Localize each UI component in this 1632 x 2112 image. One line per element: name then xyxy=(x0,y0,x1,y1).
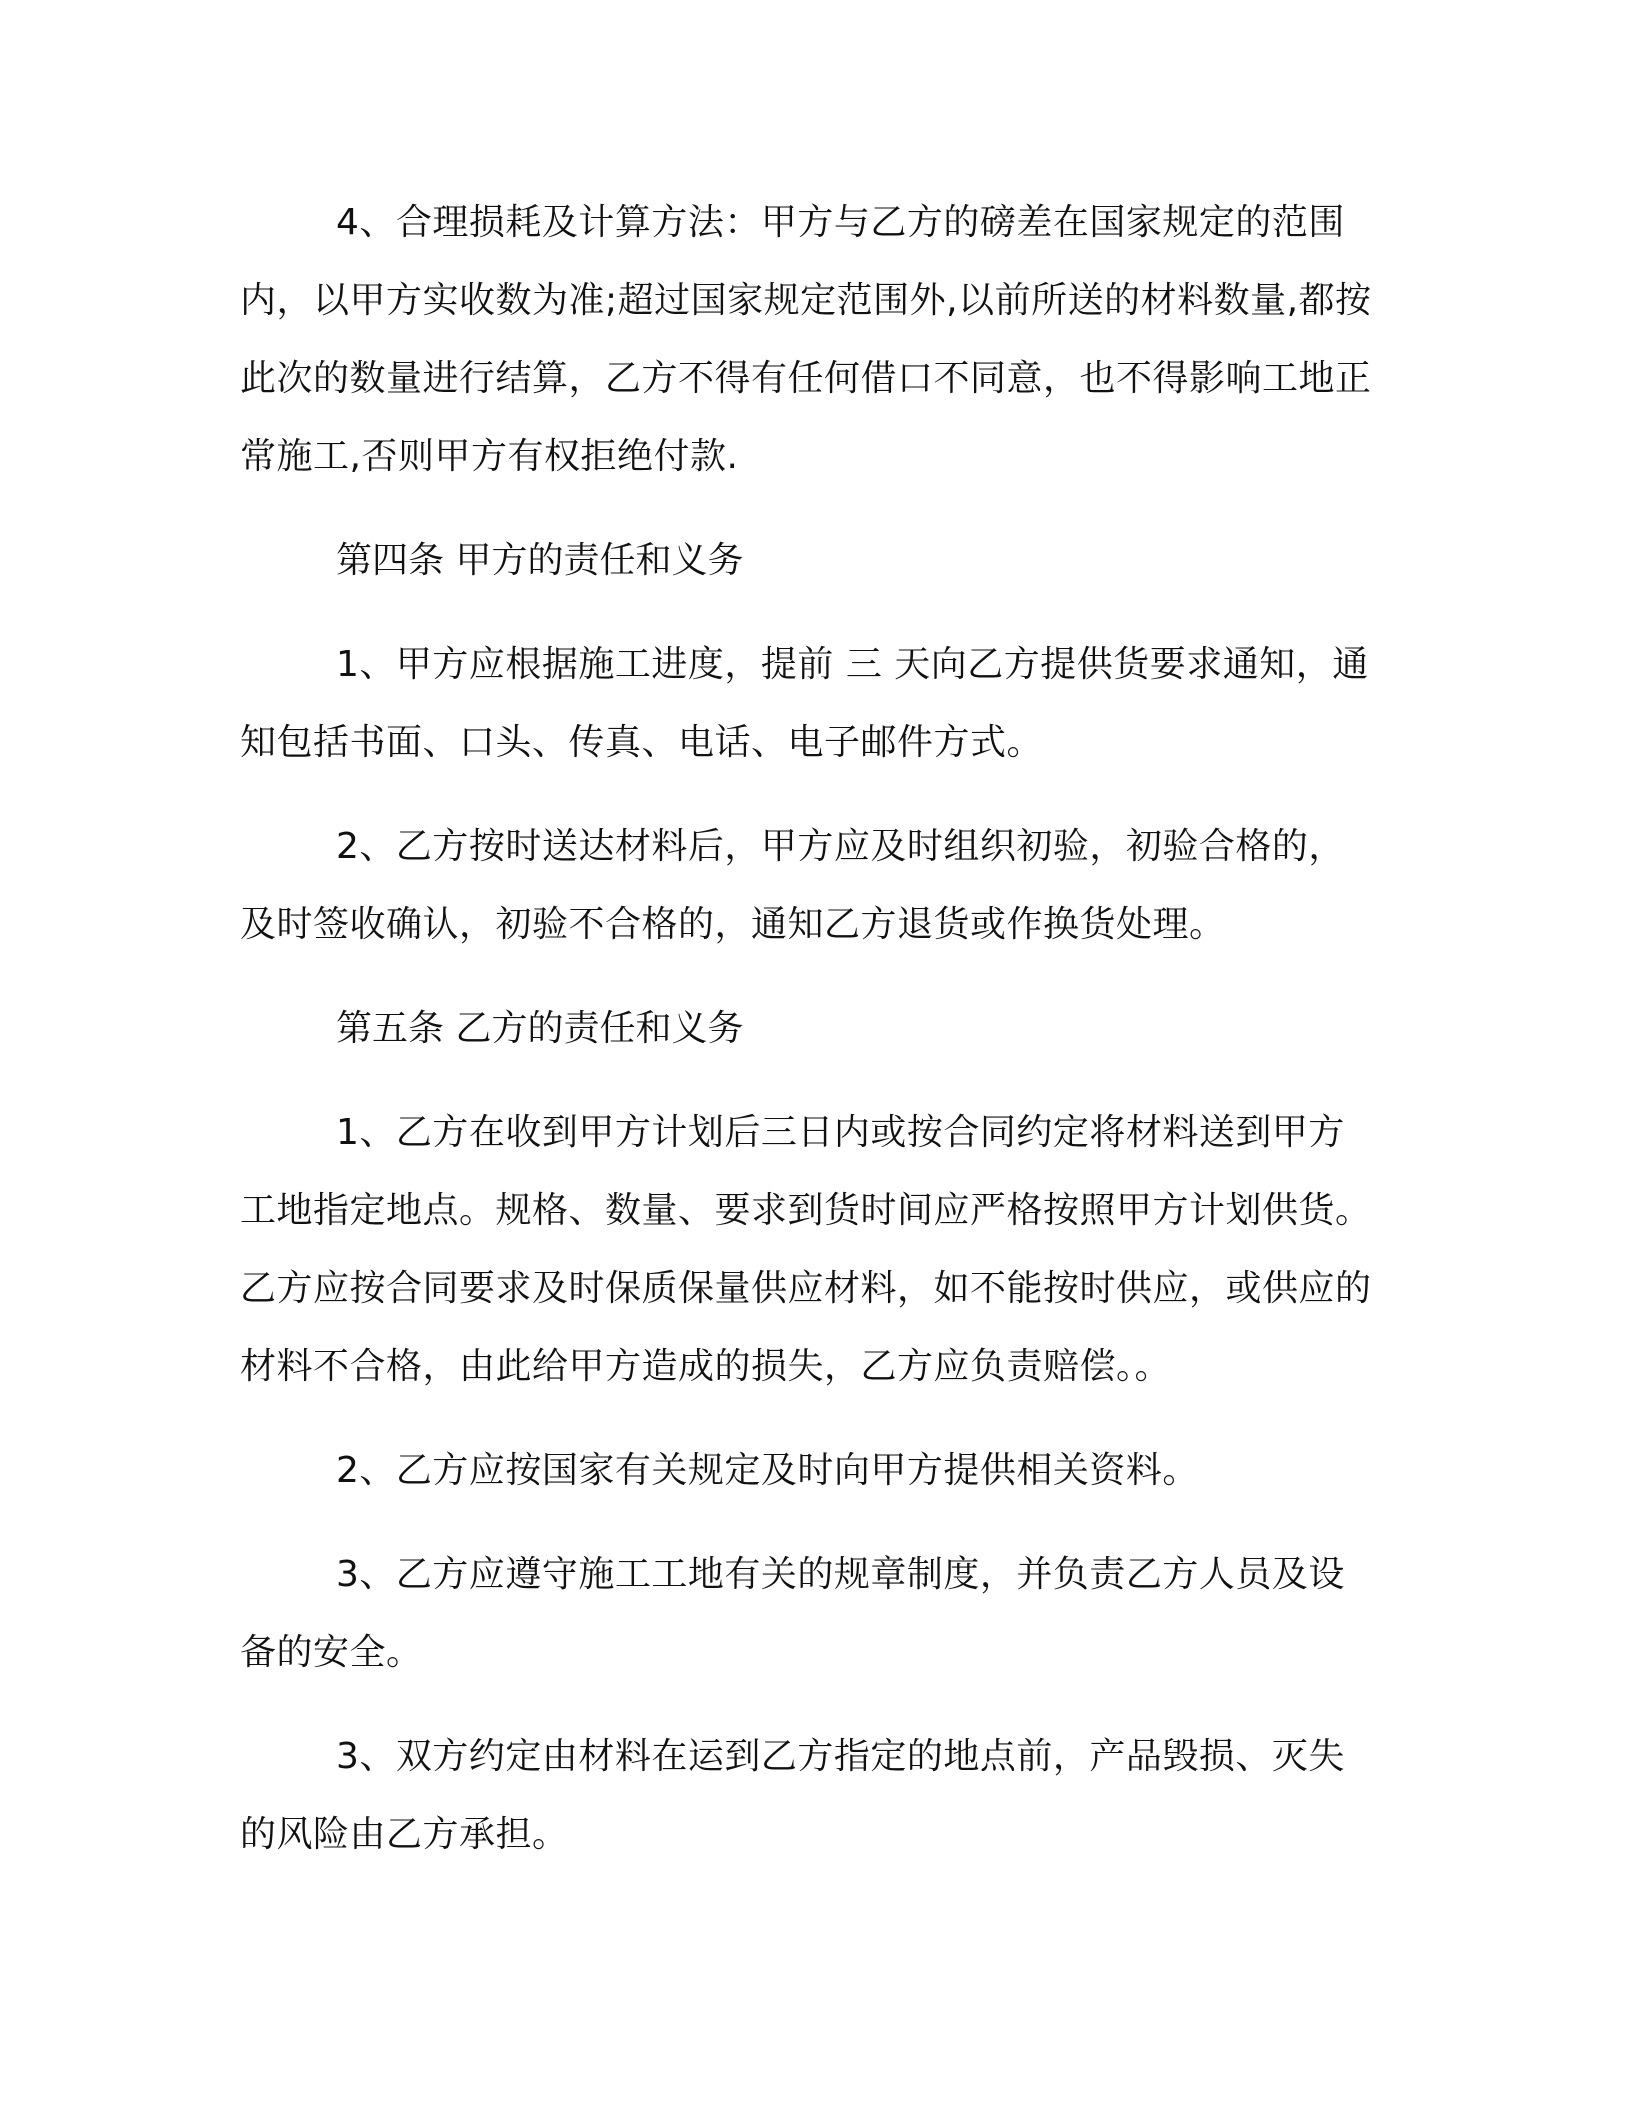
section-heading-article-5: 第五条 乙方的责任和义务 xyxy=(336,1008,744,1049)
paragraph-party-a-duty-1: 1、甲方应根据施工进度，提前 三 天向乙方提供货要求通知，通知包括书面、口头、传真、电话、电子邮件方式。 xyxy=(240,644,1369,763)
paragraph-gap xyxy=(240,1406,1380,1432)
paragraph-risk-of-loss: 3、双方约定由材料在运到乙方指定的地点前，产品毁损、灭失的风险由乙方承担。 xyxy=(240,1736,1345,1855)
paragraph-gap xyxy=(240,1068,1380,1094)
paragraph-party-a-duty-2: 2、乙方按时送达材料后，甲方应及时组织初验，初验合格的，及时签收确认，初验不合格的，通知乙方退货或作换货处理。 xyxy=(240,826,1345,945)
paragraph-party-b-duty-1: 1、乙方在收到甲方计划后三日内或按合同约定将材料送到甲方工地指定地点。规格、数量、要求到货时间应严格按照甲方计划供货。乙方应按合同要求及时保质保量供应材料，如不能按时供应，或供应的材料不合格，由此给甲方造成的损失，乙方应负责赔偿。。 xyxy=(240,1112,1372,1387)
paragraph-loss-calculation: 4、合理损耗及计算方法：甲方与乙方的磅差在国家规定的范围内，以甲方实收数为准;超过国家规定范围外,以前所送的材料数量,都按此次的数量进行结算，乙方不得有任何借口不同意，也不得影响工地正常施工,否则甲方有权拒绝付款. xyxy=(240,202,1372,477)
paragraph-party-b-duty-3: 3、乙方应遵守施工工地有关的规章制度，并负责乙方人员及设备的安全。 xyxy=(240,1554,1345,1673)
paragraph-gap xyxy=(240,964,1380,990)
section-heading-article-4: 第四条 甲方的责任和义务 xyxy=(336,540,744,581)
document-body xyxy=(240,184,1380,1874)
paragraph-party-b-duty-2: 2、乙方应按国家有关规定及时向甲方提供相关资料。 xyxy=(336,1450,1199,1491)
paragraph-gap xyxy=(240,782,1380,808)
paragraph-gap xyxy=(240,600,1380,626)
paragraph-gap xyxy=(240,496,1380,522)
paragraph-gap xyxy=(240,1692,1380,1718)
paragraph-gap xyxy=(240,1510,1380,1536)
